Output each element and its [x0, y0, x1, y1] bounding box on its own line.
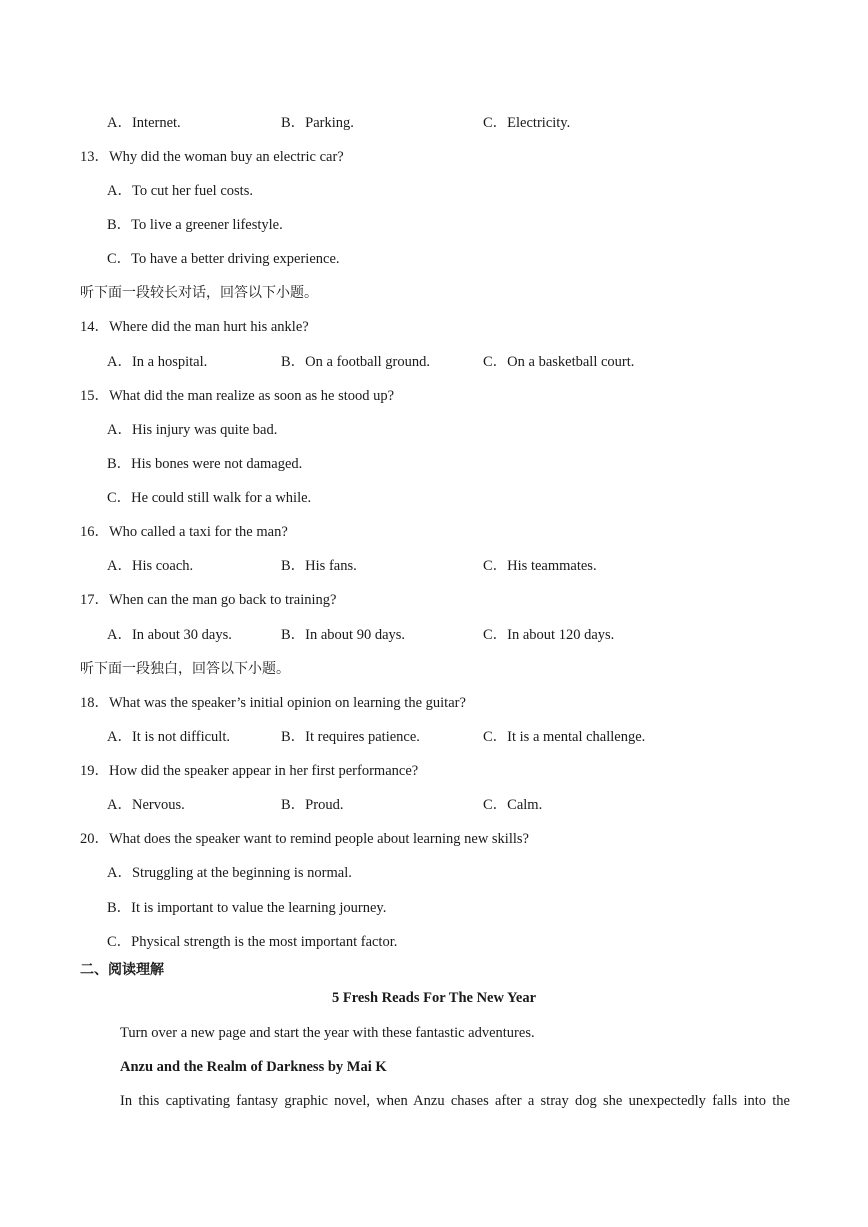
q17-option-b: B．In about 90 days. — [281, 627, 406, 643]
q15-stem: 15．What did the man realize as soon as he stood up? — [80, 388, 395, 404]
book1-text: In this captivating fantasy graphic novel, when Anzu chases after a stray dog she unexpectedly falls into the — [120, 1093, 790, 1109]
q17-option-a: A．In about 30 days. — [107, 627, 232, 643]
instruction-monologue: 听下面一段独白，回答以下小题。 — [80, 661, 290, 677]
q13-option-a: A．To cut her fuel costs. — [107, 183, 253, 199]
q17-stem: 17．When can the man go back to training? — [80, 592, 337, 608]
q15-option-a: A．His injury was quite bad. — [107, 422, 278, 438]
q14-option-b: B．On a football ground. — [281, 354, 431, 370]
q16-stem: 16．Who called a taxi for the man? — [80, 524, 288, 540]
q18-option-a: A．It is not difficult. — [107, 729, 230, 745]
q13-stem: 13．Why did the woman buy an electric car? — [80, 149, 344, 165]
q20-option-b: B．It is important to value the learning journey. — [107, 900, 387, 916]
article-title: 5 Fresh Reads For The New Year — [331, 990, 537, 1006]
q18-stem: 18．What was the speaker’s initial opinion on learning the guitar? — [80, 695, 466, 711]
q17-option-c: C．In about 120 days. — [483, 627, 615, 643]
q20-stem: 20．What does the speaker want to remind people about learning new skills? — [80, 831, 529, 847]
q18-option-c: C．It is a mental challenge. — [483, 729, 646, 745]
q12-option-c: C．Electricity. — [483, 115, 571, 131]
q16-option-a: A．His coach. — [107, 558, 194, 574]
q13-option-b: B．To live a greener lifestyle. — [107, 217, 283, 233]
section-heading-reading: 二、阅读理解 — [80, 962, 164, 978]
q12-option-b: B．Parking. — [281, 115, 354, 131]
article-intro: Turn over a new page and start the year with these fantastic adventures. — [120, 1025, 535, 1041]
q19-option-b: B．Proud. — [281, 797, 344, 813]
q19-option-a: A．Nervous. — [107, 797, 185, 813]
q14-option-a: A．In a hospital. — [107, 354, 208, 370]
q15-option-c: C．He could still walk for a while. — [107, 490, 312, 506]
q18-option-b: B．It requires patience. — [281, 729, 420, 745]
q14-stem: 14．Where did the man hurt his ankle? — [80, 319, 309, 335]
q12-option-a: A．Internet. — [107, 115, 181, 131]
instruction-dialogue: 听下面一段较长对话，回答以下小题。 — [80, 285, 318, 301]
q19-option-c: C．Calm. — [483, 797, 543, 813]
q20-option-c: C．Physical strength is the most important factor. — [107, 934, 398, 950]
q20-option-a: A．Struggling at the beginning is normal. — [107, 865, 352, 881]
q19-stem: 19．How did the speaker appear in her first performance? — [80, 763, 419, 779]
q16-option-c: C．His teammates. — [483, 558, 597, 574]
q13-option-c: C．To have a better driving experience. — [107, 251, 340, 267]
q15-option-b: B．His bones were not damaged. — [107, 456, 303, 472]
book1-title: Anzu and the Realm of Darkness by Mai K — [120, 1059, 387, 1075]
q14-option-c: C．On a basketball court. — [483, 354, 635, 370]
q16-option-b: B．His fans. — [281, 558, 357, 574]
